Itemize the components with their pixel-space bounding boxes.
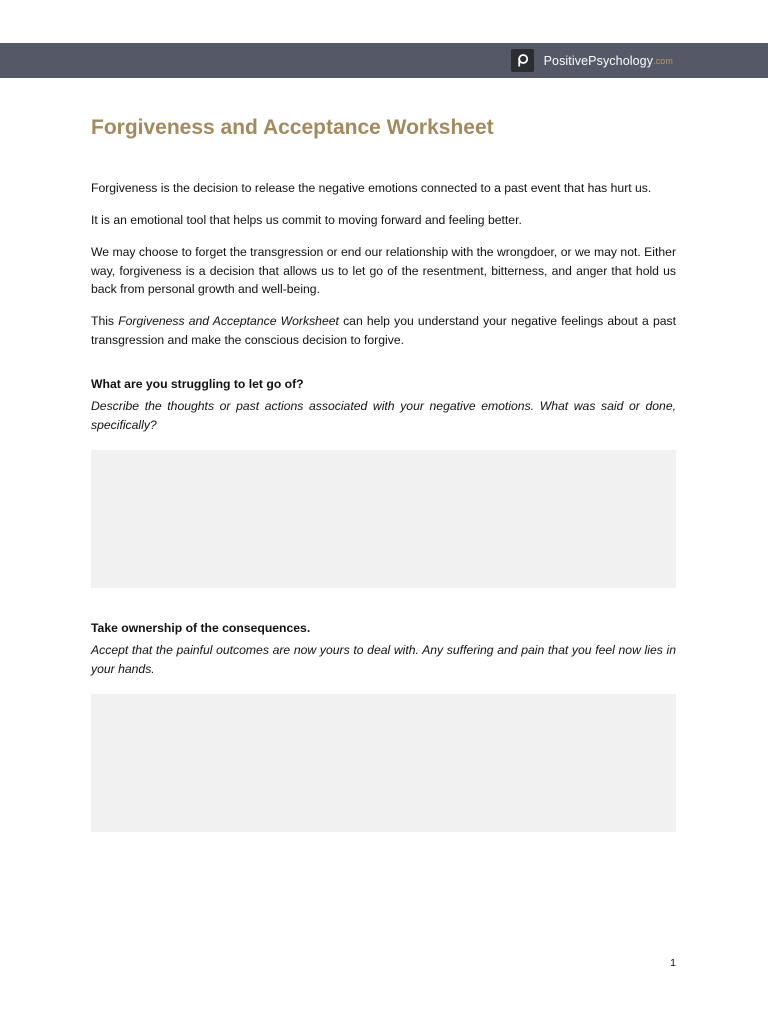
section-2-heading: Take ownership of the consequences. xyxy=(91,621,311,635)
intro-paragraph-1: Forgiveness is the decision to release the negative emotions connected to a past event that has hurt us. xyxy=(91,181,652,195)
section-2-answer-box[interactable] xyxy=(91,694,676,832)
intro-paragraph-4 xyxy=(91,312,676,349)
brand-suffix: .com xyxy=(653,55,673,66)
page-number: 1 xyxy=(670,957,676,969)
intro-paragraph-2: It is an emotional tool that helps us commit to moving forward and feeling better. xyxy=(91,213,522,227)
intro-prefix: This xyxy=(91,314,119,328)
intro-paragraph-3: We may choose to forget the transgression or end our relationship with the wrongdoer, or we may not. Either way, forgiveness is a decision that allows us to let go of the resentment, bitterness, and anger that hold us back from personal growth and well-being. xyxy=(91,245,676,296)
section-1-heading: What are you struggling to let go of? xyxy=(91,377,304,391)
worksheet-name-italic: Forgiveness and Acceptance Worksheet xyxy=(118,314,339,328)
page-title: Forgiveness and Acceptance Worksheet xyxy=(91,116,494,139)
section-1-answer-box[interactable] xyxy=(91,450,676,588)
intro-suffix: can help you understand your negative feelings about a past transgression and make the conscious decision to forgive. xyxy=(91,314,677,347)
brand-logo[interactable] xyxy=(511,49,673,72)
section-1-description: Describe the thoughts or past actions associated with your negative emotions. What was said or done, specifically? xyxy=(91,399,676,432)
section-2-description: Accept that the painful outcomes are now yours to deal with. Any suffering and pain that you feel now lies in your hands. xyxy=(91,643,676,676)
p-logo-icon xyxy=(511,49,534,72)
brand-name: PositivePsychology xyxy=(543,53,654,68)
header-bar xyxy=(0,43,768,78)
